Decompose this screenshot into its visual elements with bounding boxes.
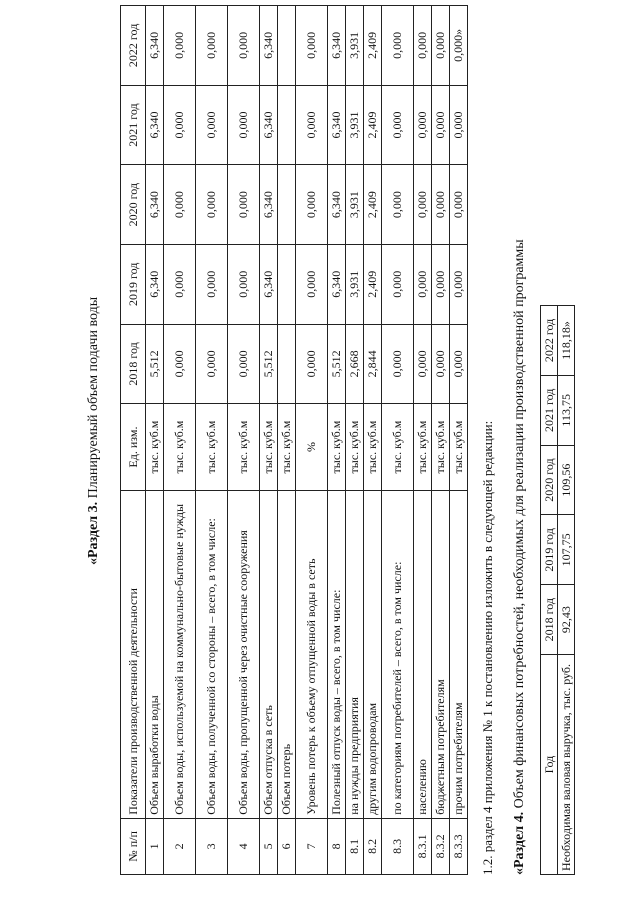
header-2018: 2018 год [541, 585, 558, 655]
value-cell: 6,340 [328, 6, 346, 86]
paragraph-1-2: 1.2. раздел 4 приложения № 1 к постановлению изложить в следующей редакции: [480, 420, 495, 875]
row-unit: тыс. куб.м [228, 404, 260, 491]
table-row [328, 6, 346, 875]
value-cell [278, 165, 296, 245]
value-cell: 0,000 [296, 6, 328, 86]
value-cell: 0,000 [164, 244, 196, 324]
table-row [558, 306, 575, 875]
row-unit: тыс. куб.м [382, 404, 414, 491]
value-cell: 6,340 [146, 244, 164, 324]
table-row [382, 6, 414, 875]
value-cell: 0,000 [414, 165, 432, 245]
value-cell: 0,000 [164, 324, 196, 404]
table-header-row [541, 306, 558, 875]
row-number: 8.3.1 [414, 818, 432, 874]
header-year-2021: 2021 год [121, 85, 146, 165]
table-row [450, 6, 468, 875]
table-header-row [121, 6, 146, 875]
header-year: Год [541, 655, 558, 875]
financial-needs-table [540, 305, 575, 875]
row-unit: тыс. куб.м [328, 404, 346, 491]
table-row [164, 6, 196, 875]
value-cell: 0,000 [450, 324, 468, 404]
value-cell: 2,844 [364, 324, 382, 404]
value-cell [278, 244, 296, 324]
row-unit: тыс. куб.м [364, 404, 382, 491]
value-cell: 2,409 [364, 165, 382, 245]
value-cell: 6,340 [328, 165, 346, 245]
table-row [432, 6, 450, 875]
value-cell: 5,512 [260, 324, 278, 404]
row-indicator: Объем выработки воды [146, 490, 164, 818]
row-unit: тыс. куб.м [196, 404, 228, 491]
value-cell [278, 85, 296, 165]
value-cell: 0,000 [382, 244, 414, 324]
value-cell: 0,000 [296, 85, 328, 165]
row-number: 6 [278, 818, 296, 874]
value-cell: 6,340 [260, 244, 278, 324]
value-cell: 0,000 [228, 165, 260, 245]
value-cell: 0,000 [414, 324, 432, 404]
value-cell: 0,000 [382, 324, 414, 404]
row-indicator: Объем воды, полученной со стороны – всего, в том числе: [196, 490, 228, 818]
row-unit: тыс. куб.м [146, 404, 164, 491]
value-cell: 2,409 [364, 85, 382, 165]
row-number: 7 [296, 818, 328, 874]
table-row [278, 6, 296, 875]
value-cell: 0,000 [228, 85, 260, 165]
header-year-2019: 2019 год [121, 244, 146, 324]
header-year-2020: 2020 год [121, 165, 146, 245]
header-2021: 2021 год [541, 375, 558, 445]
value-cell: 0,000 [196, 324, 228, 404]
row-number: 8.3.3 [450, 818, 468, 874]
header-year-2022: 2022 год [121, 6, 146, 86]
row-unit: % [296, 404, 328, 491]
row-number: 3 [196, 818, 228, 874]
value-cell: 3,931 [346, 165, 364, 245]
row-unit: тыс. куб.м [346, 404, 364, 491]
value-cell: 0,000 [414, 85, 432, 165]
value-cell: 0,000 [296, 165, 328, 245]
row-number: 8.2 [364, 818, 382, 874]
value-cell: 0,000 [450, 165, 468, 245]
table-row [228, 6, 260, 875]
table-row [414, 6, 432, 875]
table-row [296, 6, 328, 875]
row-number: 8.1 [346, 818, 364, 874]
value-cell: 6,340 [260, 6, 278, 86]
row-number: 1 [146, 818, 164, 874]
value-2020: 109,56 [558, 445, 575, 515]
value-cell: 2,409 [364, 244, 382, 324]
value-cell: 0,000 [196, 165, 228, 245]
value-cell: 6,340 [146, 165, 164, 245]
row-indicator: другим водопроводам [364, 490, 382, 818]
table-row [364, 6, 382, 875]
value-cell: 3,931 [346, 244, 364, 324]
value-cell: 3,931 [346, 6, 364, 86]
value-2021: 113,75 [558, 375, 575, 445]
value-cell: 0,000 [164, 165, 196, 245]
value-cell: 0,000 [450, 244, 468, 324]
value-cell: 0,000 [228, 6, 260, 86]
header-indicator: Показатели производственной деятельности [121, 490, 146, 818]
value-cell: 6,340 [260, 85, 278, 165]
row-indicator: Объем воды, используемой на коммунально-бытовые нужды [164, 490, 196, 818]
value-cell: 2,668 [346, 324, 364, 404]
value-cell: 0,000 [296, 324, 328, 404]
row-number: 2 [164, 818, 196, 874]
value-cell: 0,000 [228, 244, 260, 324]
row-unit: тыс. куб.м [432, 404, 450, 491]
value-cell: 2,409 [364, 6, 382, 86]
row-indicator: Полезный отпуск воды – всего, в том числе: [328, 490, 346, 818]
row-indicator: Уровень потерь к объему отпущенной воды в сеть [296, 490, 328, 818]
row-indicator: по категориям потребителей – всего, в том числе: [382, 490, 414, 818]
row-indicator: бюджетным потребителям [432, 490, 450, 818]
value-cell: 0,000» [450, 6, 468, 86]
header-unit: Ед. изм. [121, 404, 146, 491]
value-cell: 0,000 [432, 6, 450, 86]
value-cell: 0,000 [432, 85, 450, 165]
value-cell: 6,340 [146, 85, 164, 165]
row-number: 4 [228, 818, 260, 874]
table-row [260, 6, 278, 875]
section4-title: «Раздел 4. Объем финансовых потребностей, необходимых для реализации производственной программы [512, 239, 527, 875]
value-2022: 118,18» [558, 306, 575, 376]
value-cell: 0,000 [164, 6, 196, 86]
value-cell: 5,512 [328, 324, 346, 404]
row-unit: тыс. куб.м [278, 404, 296, 491]
value-2019: 107,75 [558, 515, 575, 585]
value-cell: 0,000 [432, 324, 450, 404]
header-2019: 2019 год [541, 515, 558, 585]
row-indicator: Объем потерь [278, 490, 296, 818]
header-2022: 2022 год [541, 306, 558, 376]
row-number: 8 [328, 818, 346, 874]
header-num: № п/п [121, 818, 146, 874]
value-cell: 0,000 [228, 324, 260, 404]
value-cell: 0,000 [196, 6, 228, 86]
table-row [346, 6, 364, 875]
header-2020: 2020 год [541, 445, 558, 515]
row-number: 8.3.2 [432, 818, 450, 874]
value-cell: 0,000 [196, 85, 228, 165]
row-unit: тыс. куб.м [414, 404, 432, 491]
value-cell [278, 324, 296, 404]
value-cell: 0,000 [296, 244, 328, 324]
value-cell: 0,000 [414, 244, 432, 324]
value-cell: 5,512 [146, 324, 164, 404]
row-indicator: на нужды предприятия [346, 490, 364, 818]
value-cell: 3,931 [346, 85, 364, 165]
value-cell: 6,340 [328, 85, 346, 165]
row-indicator: прочим потребителям [450, 490, 468, 818]
value-cell: 0,000 [432, 165, 450, 245]
table-row [146, 6, 164, 875]
row-label: Необходимая валовая выручка, тыс. руб. [558, 655, 575, 875]
value-2018: 92,43 [558, 585, 575, 655]
value-cell: 0,000 [382, 6, 414, 86]
water-supply-table [120, 5, 468, 875]
value-cell: 0,000 [450, 85, 468, 165]
header-year-2018: 2018 год [121, 324, 146, 404]
row-unit: тыс. куб.м [450, 404, 468, 491]
value-cell [278, 6, 296, 86]
section3-title: «Раздел 3. Планируемый объем подачи воды [86, 296, 101, 565]
value-cell: 6,340 [146, 6, 164, 86]
value-cell: 6,340 [260, 165, 278, 245]
table-row [196, 6, 228, 875]
row-indicator: населению [414, 490, 432, 818]
row-indicator: Объем отпуска в сеть [260, 490, 278, 818]
value-cell: 0,000 [382, 85, 414, 165]
value-cell: 0,000 [432, 244, 450, 324]
value-cell: 0,000 [196, 244, 228, 324]
row-unit: тыс. куб.м [260, 404, 278, 491]
value-cell: 6,340 [328, 244, 346, 324]
value-cell: 0,000 [164, 85, 196, 165]
row-number: 8.3 [382, 818, 414, 874]
value-cell: 0,000 [414, 6, 432, 86]
row-unit: тыс. куб.м [164, 404, 196, 491]
row-number: 5 [260, 818, 278, 874]
row-indicator: Объем воды, пропущенной через очистные сооружения [228, 490, 260, 818]
value-cell: 0,000 [382, 165, 414, 245]
